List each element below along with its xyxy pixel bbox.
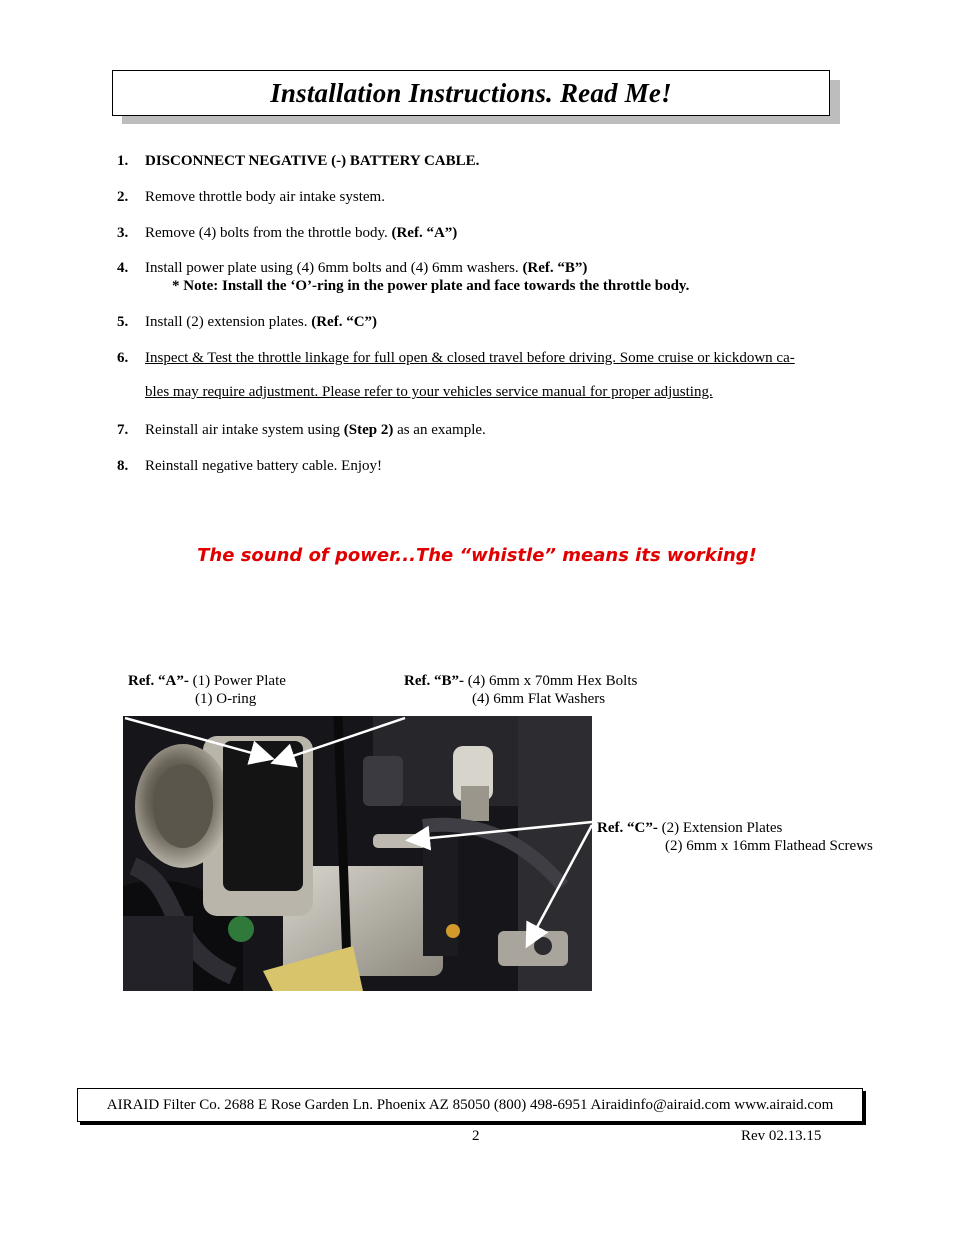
step-ref: (Step 2) [343,422,394,438]
ref-a-line1: (1) Power Plate [188,673,286,689]
step-number: 8. [117,458,129,474]
step-number: 6. [117,350,129,366]
step-text: Install (2) extension plates. [145,314,312,330]
revision: Rev 02.13.15 [741,1128,822,1144]
ref-a-caption [128,672,286,708]
step-7 [117,421,486,440]
engine-photo [123,716,592,991]
step-text: Remove (4) bolts from the throttle body. [145,225,392,241]
title-box [112,70,830,116]
tagline: The sound of power...The “whistle” means its working! [197,545,757,566]
step-ref: (Ref. “B”) [522,260,588,276]
step-2 [117,188,385,207]
ref-a-line2: (1) O-ring [195,691,257,707]
step-text: DISCONNECT NEGATIVE (-) BATTERY CABLE. [145,153,480,169]
step-number: 7. [117,422,129,438]
ref-b-line2: (4) 6mm Flat Washers [472,691,606,707]
step-number: 5. [117,314,129,330]
ref-c-line1: (2) Extension Plates [657,820,783,836]
step-text-end: as an example. [393,422,486,438]
step-text: Remove throttle body air intake system. [145,189,385,205]
step-number: 2. [117,189,129,205]
step-6 [117,349,795,368]
step-text: Install power plate using (4) 6mm bolts and (4) 6mm washers. [145,260,523,276]
step-5 [117,313,377,332]
step-ref: (Ref. “C”) [311,314,378,330]
step-number: 3. [117,225,129,241]
ref-c-label: Ref. “C”- [597,820,658,836]
step-3 [117,224,457,243]
ref-b-line1: (4) 6mm x 70mm Hex Bolts [464,673,638,689]
step-4 [117,259,587,278]
step-text: Reinstall negative battery cable. Enjoy! [145,458,382,474]
step-1 [117,152,479,171]
ref-a-label: Ref. “A”- [128,673,189,689]
step-number: 1. [117,153,129,169]
step-text: Inspect & Test the throttle linkage for full open & closed travel before driving. Some cruise or kickdown ca- [145,350,795,366]
step-8 [117,457,382,476]
page-title: Installation Instructions. Read Me! [270,77,672,108]
footer-box [77,1088,863,1122]
step-ref: (Ref. “A”) [391,225,458,241]
ref-c-line2: (2) 6mm x 16mm Flathead Screws [665,838,873,854]
ref-b-caption [404,672,637,708]
ref-b-label: Ref. “B”- [404,673,464,689]
step-number: 4. [117,260,129,276]
step-6-continued: bles may require adjustment. Please refer to your vehicles service manual for proper adjusting. [145,384,713,400]
step-4-note: * Note: Install the ‘O’-ring in the power plate and face towards the throttle body. [172,278,690,294]
page-number: 2 [472,1128,480,1144]
step-text: Reinstall air intake system using [145,422,344,438]
footer-contact: AIRAID Filter Co. 2688 E Rose Garden Ln. Phoenix AZ 85050 (800) 498-6951 Airaidinfo@airaid.com www.airaid.com [106,1096,834,1113]
ref-c-caption [597,819,873,855]
